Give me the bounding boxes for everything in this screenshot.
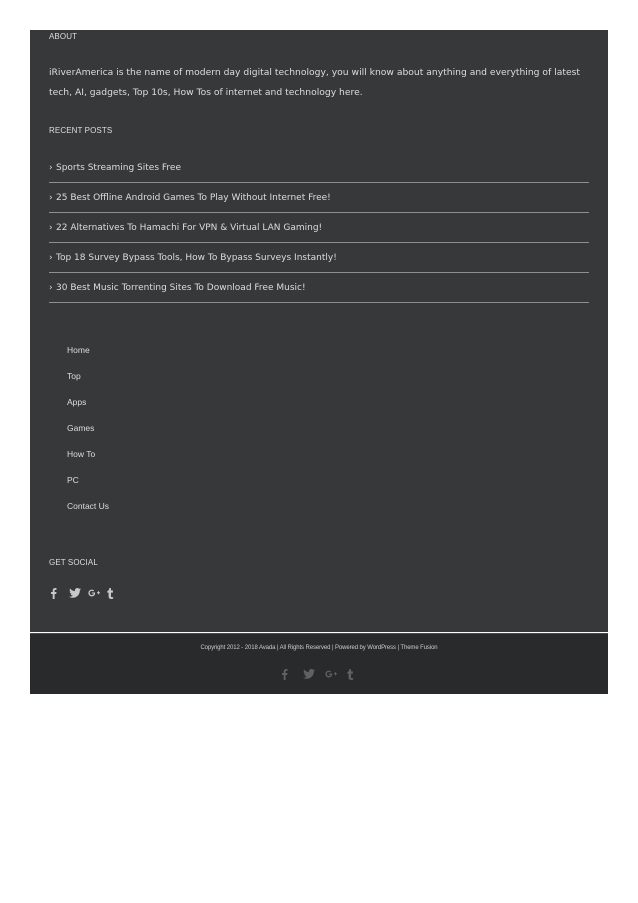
footer-menu [67,340,109,522]
footer-widgets [30,30,608,632]
tumblr-icon[interactable] [107,586,126,600]
copyright-bar [30,633,608,694]
menu-item-pc[interactable]: PC [67,475,79,485]
recent-post-title: 22 Alternatives To Hamachi For VPN & Virtual LAN Gaming! [56,222,323,233]
chevron-right-icon: › [49,252,53,263]
recent-post-title: Sports Streaming Sites Free [56,162,181,173]
tumblr-icon[interactable] [347,667,369,681]
bottom-social-links [281,667,369,681]
facebook-icon[interactable] [281,667,303,681]
facebook-icon[interactable] [50,586,69,600]
menu-item-apps[interactable]: Apps [67,397,87,407]
menu-item-how-to[interactable]: How To [67,449,96,459]
chevron-right-icon: › [49,222,53,233]
about-line-2: tech, AI, gadgets, Top 10s, How Tos of internet and technology here. [49,87,363,98]
twitter-icon[interactable] [303,667,325,681]
recent-post-link[interactable] [49,153,589,183]
recent-post-link[interactable] [49,183,589,213]
recent-post-link[interactable] [49,243,589,273]
social-links [50,586,126,600]
recent-post-title: 30 Best Music Torrenting Sites To Download Free Music! [56,282,306,293]
recent-post-link[interactable] [49,273,589,303]
chevron-right-icon: › [49,162,53,173]
chevron-right-icon: › [49,282,53,293]
menu-item-top[interactable]: Top [67,371,81,381]
recent-post-link[interactable] [49,213,589,243]
recent-post-title: Top 18 Survey Bypass Tools, How To Bypass Surveys Instantly! [56,252,337,263]
about-text [49,63,589,103]
chevron-right-icon: › [49,192,53,203]
menu-item-contact-us[interactable]: Contact Us [67,501,110,511]
recent-post-title: 25 Best Offline Android Games To Play Without Internet Free! [56,192,331,203]
copyright-text: Copyright 2012 - 2018 Avada | All Rights Reserved | Powered by WordPress | Theme Fusion [200,645,438,651]
get-social-title: GET SOCIAL [49,558,98,567]
recent-posts-title: RECENT POSTS [49,126,113,135]
about-line-1: iRiverAmerica is the name of modern day digital technology, you will know about anything and everything of latest [49,67,581,78]
twitter-icon[interactable] [69,586,88,600]
google-plus-icon[interactable] [88,586,107,600]
menu-item-home[interactable]: Home [67,345,90,355]
menu-item-games[interactable]: Games [67,423,95,433]
google-plus-icon[interactable] [325,667,347,681]
about-title: ABOUT [49,32,78,41]
recent-posts-list [49,153,589,303]
